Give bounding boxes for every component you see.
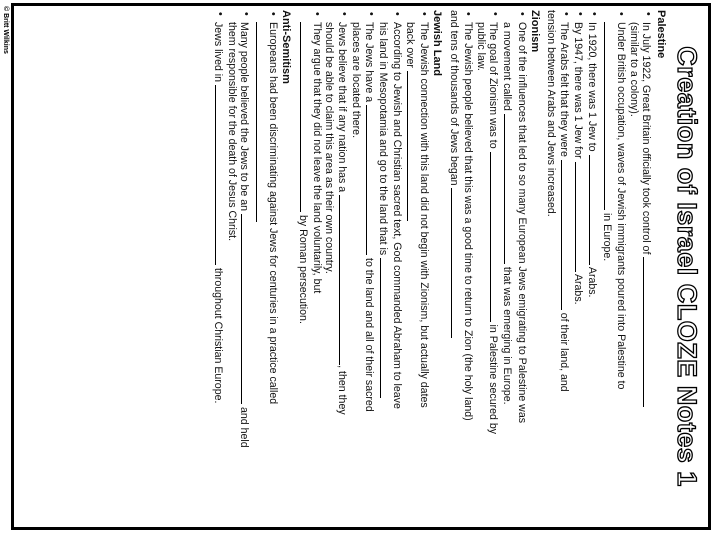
- list-item: • The Arabs felt that they were of their land, and: [557, 22, 571, 519]
- zionism-list-cont: [462, 10, 474, 519]
- list-item: • Jews believe that if any nation has a , then they should be able to claim this area as their own country.: [323, 22, 350, 519]
- page-title: Creation of Israel CLOZE Notes 1: [672, 46, 702, 487]
- anti-semitism-list: [211, 10, 279, 519]
- list-item: • Jews lived in throughout Christian Europe.: [211, 22, 225, 519]
- blank-field[interactable]: [575, 162, 586, 272]
- blank-field[interactable]: [300, 22, 311, 212]
- list-item: • The Jewish connection with this land did not begin with Zionism, but actually dates back over: [404, 22, 431, 519]
- list-item: • Under British occupation, waves of Jewish immigrants poured into Palestine to in Europe.: [600, 22, 627, 519]
- list-item: • According to Jewish and Christian sacred text, God commanded Abraham to leave his land in Mesopotamia and go to the land that is: [377, 22, 404, 519]
- heading-palestine: Palestine: [655, 10, 667, 59]
- palestine-list: [557, 10, 654, 519]
- list-item: • Many people believed the Jews to be an and held them responsible for the death of Jesus Christ.: [226, 22, 253, 519]
- blank-field[interactable]: [604, 22, 615, 210]
- blank-field[interactable]: [451, 188, 462, 338]
- zionism-continuation: and tens of thousands of Jews began: [447, 10, 461, 519]
- list-item: • In July 1922, Great Britain officially took control of (similar to a colony).: [627, 22, 654, 519]
- list-item: • One of the influences that led to so many European Jews emigrating to Palestine was a movement called that was emerging in Europe.: [501, 22, 528, 519]
- blank-field[interactable]: [490, 152, 501, 322]
- blank-field[interactable]: [256, 22, 267, 222]
- notes-content: [211, 6, 667, 527]
- blank-field[interactable]: [407, 71, 418, 221]
- blank-field[interactable]: [380, 258, 391, 398]
- blank-field[interactable]: [643, 257, 654, 407]
- blank-field[interactable]: [589, 155, 600, 265]
- blank-field[interactable]: [339, 195, 350, 365]
- heading-zionism: Zionism: [528, 10, 541, 53]
- list-item: • The Jews have a to the land and all of their sacred places are located there.: [350, 22, 377, 519]
- blank-field[interactable]: [504, 114, 515, 264]
- list-item: • By 1947, there was 1 Jew for Arabs.: [572, 22, 586, 519]
- blank-field[interactable]: [215, 85, 226, 265]
- copyright-credit: © Britt Wilkins: [2, 6, 9, 54]
- heading-jewish-land: Jewish Land: [431, 10, 444, 77]
- blank-field[interactable]: [241, 214, 252, 404]
- worksheet-page: [14, 6, 708, 527]
- palestine-continuation: tension between Arabs and Jews increased.: [545, 10, 558, 217]
- blank-field[interactable]: [561, 160, 572, 310]
- list-item: • Europeans had been discriminating against Jews for centuries in a practice called: [252, 22, 279, 519]
- zionism-list: [474, 10, 528, 519]
- jewish-land-list: [296, 10, 430, 519]
- list-item: • They argue that they did not leave the land voluntarily, but by Roman persecution.: [296, 22, 323, 519]
- list-item: • The Jewish people believed that this was a good time to return to Zion (the holy land): [462, 22, 474, 519]
- worksheet-frame: [11, 3, 711, 530]
- list-item: • The goal of Zionism was to in Palestine secured by public law.: [474, 22, 501, 519]
- list-item: • In 1920, there was 1 Jew to Arabs.: [586, 22, 600, 519]
- heading-anti-semitism: Anti-Semitism: [280, 10, 293, 84]
- blank-field[interactable]: [366, 105, 377, 255]
